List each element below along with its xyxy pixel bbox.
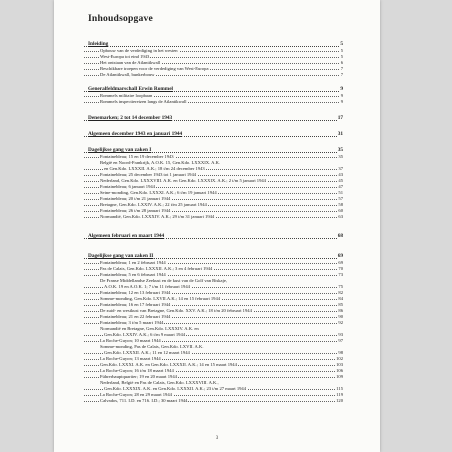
toc-entry-text: Beschikbare troepen voor de verdediging van West-Europa (100, 66, 209, 71)
toc-heading (54, 132, 380, 140)
toc-entry-text: Normandië, Gen.Kdo. LXXXIV. A.K.; 29 t/m 31 januari 1944 (100, 214, 215, 219)
toc-page-number: 37 (338, 166, 343, 171)
toc-page-number: 92 (338, 320, 343, 325)
toc-entry-text: Het ontstaan van de Atlantikwall (100, 60, 161, 65)
toc-page-number: 57 (338, 196, 343, 201)
toc-entry-text: West-Europa tot eind 1943 (100, 54, 150, 59)
toc-page-number: 97 (338, 338, 343, 343)
toc-page-number: 90 (338, 314, 343, 319)
toc-entry-text: Somme-monding, Pas de Calais, Gen.Kdo. LXVII. A.K. (100, 344, 204, 349)
toc-page-number: 73 (338, 272, 343, 277)
toc-page-number: 109 (336, 374, 343, 379)
toc-entry-text: De Franse Middellandse Zeekust en de kust van de Golf van Biskaje, (100, 278, 228, 283)
toc-entry-text: Fontainebleau; 12 en 13 februari 1944 (100, 290, 171, 295)
toc-page-number: 60 (338, 208, 343, 213)
toc-page-number: 47 (338, 184, 343, 189)
toc-page-number: 102 (336, 356, 343, 361)
toc-page-number: 6 (340, 60, 343, 65)
toc-entry-text: Algemeen december 1943 en januari 1944 (88, 131, 183, 137)
toc-page-number: 115 (336, 386, 343, 391)
toc-entry-text: Fontainebleau; 1 en 2 februari 1944 (100, 260, 166, 265)
toc-entry-text: La Roche-Guyon; 13 maart 1944 (100, 356, 161, 361)
toc-page-number: 98 (338, 350, 343, 355)
toc-entry-text: Gen.Kdo. LXXXI. A.K. en Gen.Kdo. LXXXII. A.K.; 14 en 15 maart 1944 (100, 362, 237, 367)
toc-page-number: 5 (340, 41, 343, 47)
toc-entry-text: Fontainebleau; 5 en 6 februari 1944 (100, 272, 166, 277)
toc-page-number: 82 (338, 290, 343, 295)
toc-entry-text: Dagelijkse gang van zaken I (88, 147, 152, 153)
toc-page-number: 106 (336, 368, 343, 373)
toc-entry-text: Somme-monding, Gen.Kdo. LXVII.A.K.; 14 en 15 februari 1944 (100, 296, 221, 301)
toc-page-number: 5 (340, 54, 343, 59)
toc-entry-text: Algemeen februari en maart 1944 (88, 233, 165, 239)
toc-entry (54, 99, 380, 107)
toc-entry-text: Fontainebleau; 3 t/m 5 maart 1944 (100, 320, 164, 325)
toc-page-number: 86 (338, 308, 343, 313)
toc-heading (54, 116, 380, 124)
toc-page-number: 43 (338, 172, 343, 177)
toc-heading (54, 234, 380, 242)
toc-entry-text: Fontainebleau; 20 t/m 21 januari 1944 (100, 196, 171, 201)
toc-entry-text: Fontainebleau; 26 t/m 28 januari 1944 (100, 208, 171, 213)
toc-page-number: 31 (337, 131, 343, 137)
toc-entry-text: België en Noord-Frankrijk, A.O.K. 15, Gen.Kdo. LXXXIX. A.K. (100, 160, 221, 165)
toc-entry-text: Seine-monding, Gen.Kdo. LXXXI. A.K.; 6 t/m 19 januari 1944 (100, 190, 217, 195)
toc-entry-text: Gen.Kdo. LXXIV. A.K.; 6 t/m 9 maart 1944 (104, 332, 186, 337)
toc-entry-text: Fontainebleau; 16 en 17 februari 1944 (100, 302, 171, 307)
toc-page-number: 35 (338, 154, 343, 159)
table-of-contents (54, 0, 380, 452)
toc-page-number: 45 (338, 178, 343, 183)
leader-dots (84, 46, 343, 47)
toc-page-number: 9 (340, 93, 343, 98)
toc-entry-text: Führerhauptquartier; 19 en 20 maart 1944 (100, 374, 177, 379)
toc-page-number: 85 (338, 302, 343, 307)
toc-entry-text: Calvados, 711. I.D. en 716. I.D.; 30 maart 1944 (100, 398, 188, 403)
toc-entry-text: en Gen.Kdo. LXXXII. A.K.; 18 t/m 24 december 1943 (104, 166, 205, 171)
toc-entry-text: Gen.Kdo. LXXXIX. A.K. en Gen.Kdo. LXXXII. A.K.; 23 t/m 27 maart 1944 (104, 386, 247, 391)
toc-entry-text: Fontainebleau; 15 en 19 december 1943 (100, 154, 174, 159)
toc-page-number: 69 (338, 260, 343, 265)
toc-page-number: 70 (338, 266, 343, 271)
toc-entry-text: Denemarken; 2 tot 14 december 1943 (88, 115, 173, 121)
toc-page-number: 5 (340, 48, 343, 53)
toc-entry-text: La Roche-Guyon; 10 maart 1944 (100, 338, 161, 343)
toc-page-number: 58 (338, 202, 343, 207)
toc-page-number: 93 (338, 332, 343, 337)
toc-page-number: 69 (337, 253, 343, 259)
toc-entry-text: Bretagne, Gen.Kdo. LXXIV. A.K.; 22 t/m 25 januari 1944 (100, 202, 207, 207)
toc-entry-text: Generalfeldmarschall Erwin Rommel (88, 86, 174, 92)
toc-entry-text: Fontainebleau; 25 december 1943 tot 1 januari 1944 (100, 172, 197, 177)
page-number: 3 (215, 436, 219, 441)
toc-page-number: 9 (340, 86, 343, 92)
toc-entry (54, 398, 380, 406)
toc-entry-text: Normandië en Bretagne, Gen.Kdo. LXXXIV. A.K. en (100, 326, 199, 331)
toc-entry-text: Rommels inspectiereizen langs de Atlantikwall (100, 99, 187, 104)
toc-entry-text: Nederland, België en Pas de Calais, Gen.Kdo. LXXXVIII. A.K., (100, 380, 219, 385)
toc-entry-text: De Atlantikwall, bunkerbouw (100, 72, 155, 77)
toc-entry-text: Inleiding (88, 41, 109, 47)
toc-entry-text: Dagelijkse gang van zaken II (88, 253, 154, 259)
toc-entry-text: Rommels militaire loopbaan (100, 93, 153, 98)
toc-page-number: 51 (338, 190, 343, 195)
toc-entry-text: De zuid- en westkust van Bretagne, Gen.Kdo. XXV. A.K.; 18 t/m 20 februari 1944 (100, 308, 252, 313)
toc-page-number: 63 (338, 214, 343, 219)
toc-entry-text: Nederland, Gen.Kdo. LXXXVIII. A.K. en Gen.Kdo. LXXXIX. A.K.; 2 t/m 5 januari 1944 (100, 178, 266, 183)
toc-entry (54, 214, 380, 222)
page-title: Inhoudsopgave (88, 13, 153, 24)
toc-page-number: 7 (340, 72, 343, 77)
toc-entry-text: Fontainebleau; 6 januari 1944 (100, 184, 155, 189)
toc-entry-text: La Roche-Guyon; 28 en 29 maart 1944 (100, 392, 172, 397)
toc-page-number: 17 (337, 115, 343, 121)
toc-page-number: 7 (340, 66, 343, 71)
toc-page-number: 84 (338, 296, 343, 301)
toc-page-number: 68 (337, 233, 343, 239)
toc-entry-text: Fontainebleau; 21 en 22 februari 1944 (100, 314, 171, 319)
toc-entry-text: La Roche-Guyon; 16 t/m 18 maart 1944 (100, 368, 174, 373)
toc-page-number: 103 (336, 362, 343, 367)
toc-page-number: 9 (340, 99, 343, 104)
toc-page-number: 75 (338, 284, 343, 289)
document-page (54, 0, 380, 452)
toc-entry-text: A.O.K. 19 en A.O.K. 1; 7 t/m 11 februari 1944 (104, 284, 190, 289)
toc-page-number: 35 (337, 147, 343, 153)
toc-page-number: 119 (336, 392, 343, 397)
toc-page-number: 120 (336, 398, 343, 403)
toc-entry (54, 72, 380, 80)
toc-entry-text: Pas de Calais, Gen.Kdo. LXXXII. A.K.; 3 en 4 februari 1944 (100, 266, 213, 271)
toc-entry-text: Gen.Kdo. LXXXII. A.K.; 11 en 12 maart 1944 (104, 350, 190, 355)
toc-entry-text: Opbouw van de verdediging in het westen (100, 48, 178, 53)
